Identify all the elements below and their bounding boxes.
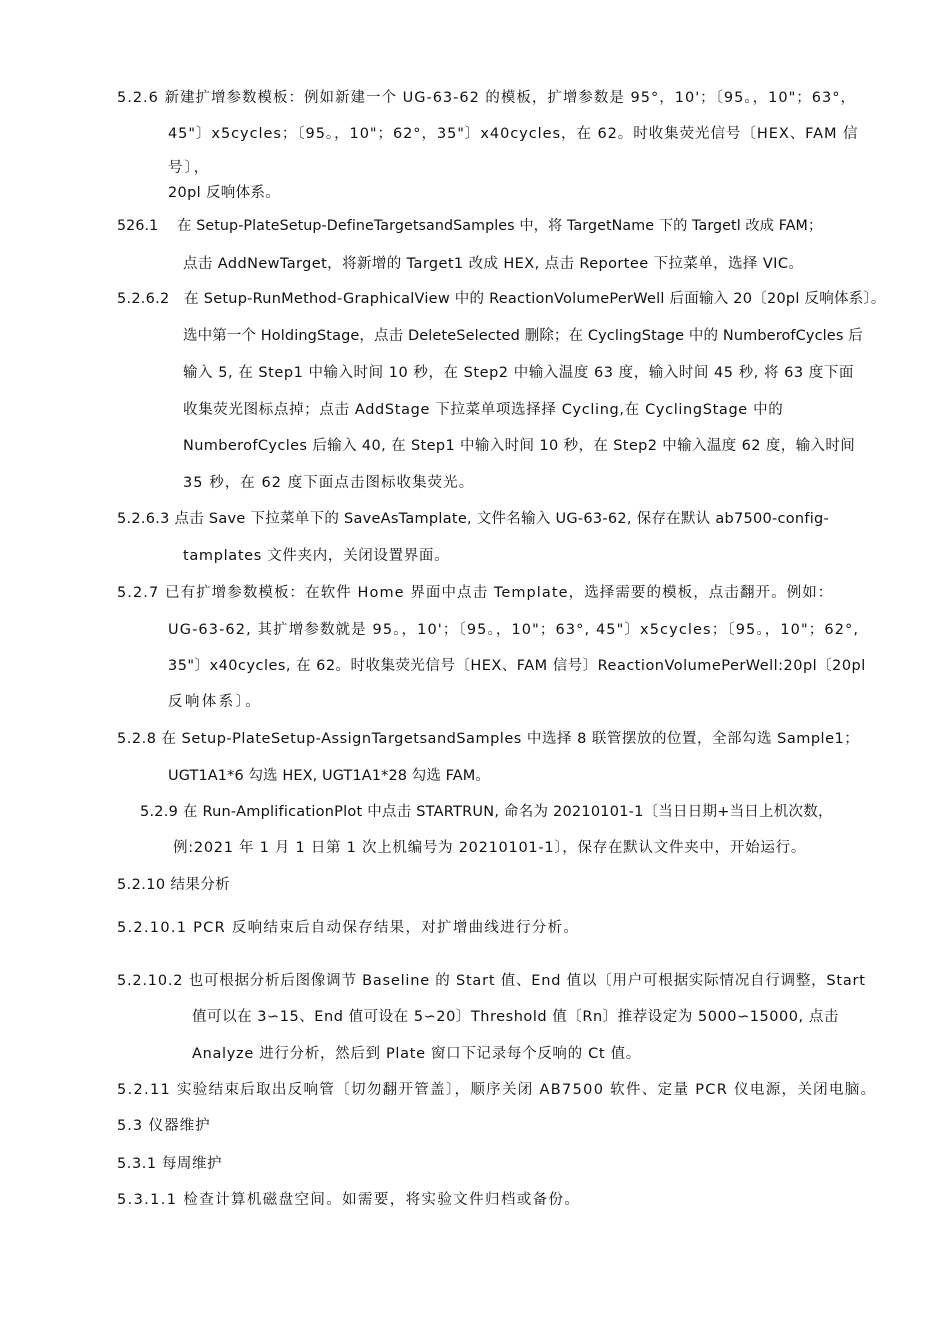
text-line: 收集荧光图标点掉；点击 AddStage 下拉菜单项选择择 Cycling,在 CyclingStage 中的 bbox=[183, 402, 784, 418]
text-line: 5.3.1.1 检查计算机磁盘空间。如需要，将实验文件归档或备份。 bbox=[117, 1192, 581, 1208]
text-line: 5.2.10 结果分析 bbox=[117, 877, 231, 893]
text-line: Analyze 进行分析，然后到 Plate 窗口下记录每个反响的 Ct 值。 bbox=[192, 1046, 641, 1062]
text-line: 点击 AddNewTarget，将新增的 Target1 改成 HEX, 点击 Reportee 下拉菜单，选择 VIC。 bbox=[183, 256, 804, 272]
text-line: tamplates 文件夹内，关闭设置界面。 bbox=[183, 548, 450, 564]
text-line: 选中第一个 HoldingStage，点击 DeleteSelected 删除；在 CyclingStage 中的 NumberofCycles 后 bbox=[183, 328, 863, 344]
text-line: UGT1A1*6 勾选 HEX, UGT1A1*28 勾选 FAM。 bbox=[168, 768, 490, 784]
text-line: 45"〕x5cycles；〔95。，10"；62°，35"〕x40cycles，在 62。时收集荧光信号〔HEX、FAM 信 bbox=[168, 126, 859, 142]
text-line: 20pl 反响体系。 bbox=[168, 185, 281, 201]
text-line: 输入 5, 在 Step1 中输入时间 10 秒，在 Step2 中输入温度 63 度，输入时间 45 秒, 将 63 度下面 bbox=[183, 365, 854, 381]
text-line: 35"〕x40cycles, 在 62。时收集荧光信号〔HEX、FAM 信号〕ReactionVolumePerWell:20pl〔20pl bbox=[168, 658, 866, 674]
text-line: 35 秒，在 62 度下面点击图标收集荧光。 bbox=[183, 475, 475, 491]
text-line: 5.2.6.2 在 Setup-RunMethod-GraphicalView 中的 ReactionVolumePerWell 后面输入 20〔20pl 反响体系〕。 bbox=[117, 291, 886, 307]
text-line: UG-63-62, 其扩增参数就是 95。，10'；〔95。，10"；63°, 45"〕x5cycles；〔95。，10"；62°, bbox=[168, 622, 860, 638]
text-line: 号〕， bbox=[168, 160, 211, 176]
text-line: 5.2.11 实验结束后取出反响管〔切勿翻开管盖〕，顺序关闭 AB7500 软件、定量 PCR 仪电源，关闭电脑。 bbox=[117, 1082, 877, 1098]
text-line: 5.2.9 在 Run-AmplificationPlot 中点击 STARTRUN, 命名为 20210101-1〔当日日期+当日上机次数， bbox=[140, 804, 833, 820]
text-line: 5.3.1 每周维护 bbox=[117, 1156, 223, 1172]
text-line: NumberofCycles 后输入 40, 在 Step1 中输入时间 10 秒，在 Step2 中输入温度 62 度，输入时间 bbox=[183, 438, 856, 454]
text-line: 反响体系〕。 bbox=[168, 694, 263, 710]
text-line: 5.3 仪器维护 bbox=[117, 1118, 211, 1134]
text-line: 值可以在 3∽15、End 值可设在 5∽20〕Threshold 值〔Rn〕推荐设定为 5000∽15000, 点击 bbox=[192, 1009, 839, 1025]
text-line: 5.2.7 已有扩增参数模板：在软件 Home 界面中点击 Template，选择需要的模板，点击翻开。例如： bbox=[117, 585, 834, 601]
text-line: 526.1 在 Setup-PlateSetup-DefineTargetsandSamples 中，将 TargetName 下的 Targetl 改成 FAM； bbox=[117, 218, 823, 234]
text-line: 5.2.8 在 Setup-PlateSetup-AssignTargetsandSamples 中选择 8 联管摆放的位置，全部勾选 Sample1； bbox=[117, 731, 860, 747]
text-line: 例:2021 年 1 月 1 日第 1 次上机编号为 20210101-1〕，保存在默认文件夹中，开始运行。 bbox=[173, 840, 807, 856]
text-line: 5.2.6.3 点击 Save 下拉菜单下的 SaveAsTamplate, 文件名输入 UG-63-62, 保存在默认 ab7500-config- bbox=[117, 511, 829, 527]
text-line: 5.2.6 新建扩增参数模板：例如新建一个 UG-63-62 的模板，扩增参数是 95°，10'；〔95。，10"；63°， bbox=[117, 90, 856, 106]
text-line: 5.2.10.1 PCR 反响结束后自动保存结果，对扩增曲线进行分析。 bbox=[117, 920, 580, 936]
text-line: 5.2.10.2 也可根据分析后图像调节 Baseline 的 Start 值、End 值以〔用户可根据实际情况自行调整，Start bbox=[117, 973, 866, 989]
